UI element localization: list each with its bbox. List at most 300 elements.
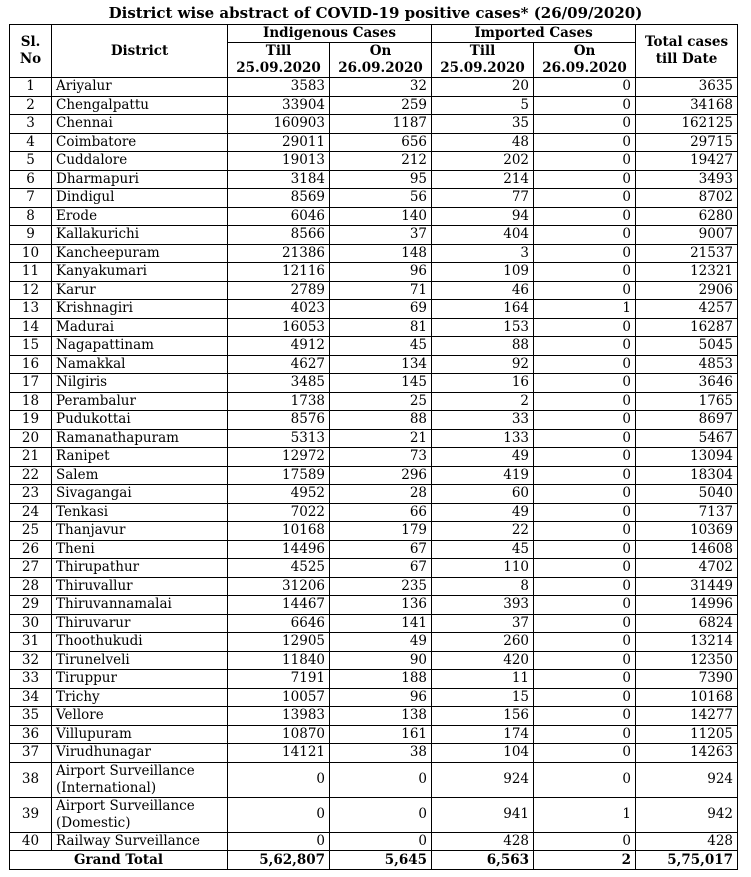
cell-imported-till: 202 bbox=[432, 152, 534, 171]
cell-imported-till: 33 bbox=[432, 411, 534, 430]
cell-indigenous-on: 67 bbox=[330, 540, 432, 559]
cell-imported-till: 16 bbox=[432, 374, 534, 393]
table-row bbox=[10, 392, 738, 411]
cell-indigenous-on: 96 bbox=[330, 263, 432, 282]
header-ind-till: Till 25.09.2020 bbox=[228, 43, 330, 78]
cell-district: Tiruppur bbox=[52, 670, 228, 689]
cell-imported-till: 8 bbox=[432, 577, 534, 596]
cell-indigenous-till: 4023 bbox=[228, 300, 330, 319]
cell-district: Ranipet bbox=[52, 448, 228, 467]
cell-district: Thiruvannamalai bbox=[52, 596, 228, 615]
cell-total: 4853 bbox=[636, 355, 738, 374]
header-district: District bbox=[52, 25, 228, 78]
cell-district: Nagapattinam bbox=[52, 337, 228, 356]
cell-imported-till: 404 bbox=[432, 226, 534, 245]
table-row bbox=[10, 670, 738, 689]
table-row bbox=[10, 318, 738, 337]
table-row bbox=[10, 633, 738, 652]
table-row bbox=[10, 337, 738, 356]
cell-total: 3493 bbox=[636, 170, 738, 189]
cell-indigenous-till: 21386 bbox=[228, 244, 330, 263]
cell-imported-on: 0 bbox=[534, 540, 636, 559]
table-row bbox=[10, 207, 738, 226]
cell-indigenous-on: 73 bbox=[330, 448, 432, 467]
cell-sl-no: 36 bbox=[10, 725, 52, 744]
cell-imported-till: 214 bbox=[432, 170, 534, 189]
header-ind-on: On 26.09.2020 bbox=[330, 43, 432, 78]
cell-imported-till: 22 bbox=[432, 522, 534, 541]
cell-imported-on: 1 bbox=[534, 797, 636, 832]
table-row bbox=[10, 96, 738, 115]
grand-total-ind-till: 5,62,807 bbox=[228, 851, 330, 870]
header-imp-till: Till 25.09.2020 bbox=[432, 43, 534, 78]
cell-imported-on: 0 bbox=[534, 633, 636, 652]
table-row bbox=[10, 485, 738, 504]
cell-sl-no: 8 bbox=[10, 207, 52, 226]
cell-indigenous-till: 3184 bbox=[228, 170, 330, 189]
cell-district: Coimbatore bbox=[52, 133, 228, 152]
table-row bbox=[10, 797, 738, 832]
cell-total: 16287 bbox=[636, 318, 738, 337]
cell-indigenous-on: 96 bbox=[330, 688, 432, 707]
cell-indigenous-till: 14496 bbox=[228, 540, 330, 559]
table-row bbox=[10, 540, 738, 559]
cell-indigenous-till: 4627 bbox=[228, 355, 330, 374]
cell-indigenous-till: 11840 bbox=[228, 651, 330, 670]
cell-indigenous-on: 138 bbox=[330, 707, 432, 726]
cell-indigenous-on: 32 bbox=[330, 78, 432, 97]
cell-sl-no: 30 bbox=[10, 614, 52, 633]
cell-total: 6280 bbox=[636, 207, 738, 226]
cell-indigenous-on: 69 bbox=[330, 300, 432, 319]
cell-total: 5467 bbox=[636, 429, 738, 448]
cell-total: 5045 bbox=[636, 337, 738, 356]
cell-imported-on: 0 bbox=[534, 244, 636, 263]
cell-district: Krishnagiri bbox=[52, 300, 228, 319]
cell-indigenous-on: 21 bbox=[330, 429, 432, 448]
cell-district: Thanjavur bbox=[52, 522, 228, 541]
cell-imported-on: 0 bbox=[534, 707, 636, 726]
cell-district: Airport Surveillance (Domestic) bbox=[52, 797, 228, 832]
cell-total: 21537 bbox=[636, 244, 738, 263]
cell-indigenous-on: 134 bbox=[330, 355, 432, 374]
cell-total: 924 bbox=[636, 762, 738, 797]
cell-imported-till: 60 bbox=[432, 485, 534, 504]
cell-indigenous-till: 8576 bbox=[228, 411, 330, 430]
table-header bbox=[10, 25, 738, 78]
cell-indigenous-on: 141 bbox=[330, 614, 432, 633]
cell-indigenous-till: 29011 bbox=[228, 133, 330, 152]
cell-indigenous-till: 3583 bbox=[228, 78, 330, 97]
covid-cases-table bbox=[9, 24, 738, 870]
cell-indigenous-on: 38 bbox=[330, 744, 432, 763]
cell-district: Vellore bbox=[52, 707, 228, 726]
table-row bbox=[10, 559, 738, 578]
cell-district: Villupuram bbox=[52, 725, 228, 744]
cell-indigenous-on: 148 bbox=[330, 244, 432, 263]
cell-sl-no: 4 bbox=[10, 133, 52, 152]
table-row bbox=[10, 522, 738, 541]
cell-imported-till: 35 bbox=[432, 115, 534, 134]
cell-imported-on: 0 bbox=[534, 559, 636, 578]
table-row bbox=[10, 614, 738, 633]
grand-total-total: 5,75,017 bbox=[636, 851, 738, 870]
cell-district: Trichy bbox=[52, 688, 228, 707]
cell-total: 10168 bbox=[636, 688, 738, 707]
cell-sl-no: 1 bbox=[10, 78, 52, 97]
cell-sl-no: 17 bbox=[10, 374, 52, 393]
cell-indigenous-on: 1187 bbox=[330, 115, 432, 134]
cell-district: Perambalur bbox=[52, 392, 228, 411]
cell-sl-no: 29 bbox=[10, 596, 52, 615]
cell-total: 29715 bbox=[636, 133, 738, 152]
cell-indigenous-on: 56 bbox=[330, 189, 432, 208]
table-row bbox=[10, 577, 738, 596]
cell-imported-till: 133 bbox=[432, 429, 534, 448]
cell-total: 19427 bbox=[636, 152, 738, 171]
cell-total: 1765 bbox=[636, 392, 738, 411]
cell-total: 2906 bbox=[636, 281, 738, 300]
cell-imported-till: 428 bbox=[432, 832, 534, 851]
cell-indigenous-till: 4525 bbox=[228, 559, 330, 578]
table-row bbox=[10, 707, 738, 726]
cell-sl-no: 5 bbox=[10, 152, 52, 171]
cell-imported-till: 11 bbox=[432, 670, 534, 689]
cell-imported-on: 0 bbox=[534, 651, 636, 670]
cell-total: 162125 bbox=[636, 115, 738, 134]
cell-imported-on: 0 bbox=[534, 189, 636, 208]
cell-total: 6824 bbox=[636, 614, 738, 633]
cell-sl-no: 37 bbox=[10, 744, 52, 763]
cell-imported-on: 0 bbox=[534, 152, 636, 171]
cell-indigenous-on: 0 bbox=[330, 832, 432, 851]
cell-total: 3646 bbox=[636, 374, 738, 393]
cell-indigenous-till: 160903 bbox=[228, 115, 330, 134]
cell-indigenous-on: 212 bbox=[330, 152, 432, 171]
cell-sl-no: 28 bbox=[10, 577, 52, 596]
table-row bbox=[10, 355, 738, 374]
cell-imported-till: 109 bbox=[432, 263, 534, 282]
cell-district: Thiruvallur bbox=[52, 577, 228, 596]
cell-imported-till: 20 bbox=[432, 78, 534, 97]
table-row bbox=[10, 725, 738, 744]
cell-indigenous-till: 3485 bbox=[228, 374, 330, 393]
table-row bbox=[10, 503, 738, 522]
cell-indigenous-till: 1738 bbox=[228, 392, 330, 411]
cell-imported-on: 0 bbox=[534, 522, 636, 541]
cell-district: Madurai bbox=[52, 318, 228, 337]
cell-indigenous-till: 4912 bbox=[228, 337, 330, 356]
cell-imported-on: 0 bbox=[534, 226, 636, 245]
cell-total: 4257 bbox=[636, 300, 738, 319]
cell-imported-till: 92 bbox=[432, 355, 534, 374]
cell-imported-on: 0 bbox=[534, 614, 636, 633]
cell-indigenous-on: 0 bbox=[330, 762, 432, 797]
cell-indigenous-till: 7022 bbox=[228, 503, 330, 522]
cell-imported-till: 5 bbox=[432, 96, 534, 115]
cell-district: Kallakurichi bbox=[52, 226, 228, 245]
cell-indigenous-till: 2789 bbox=[228, 281, 330, 300]
cell-indigenous-on: 45 bbox=[330, 337, 432, 356]
cell-indigenous-till: 10057 bbox=[228, 688, 330, 707]
cell-total: 14996 bbox=[636, 596, 738, 615]
cell-sl-no: 7 bbox=[10, 189, 52, 208]
cell-imported-on: 0 bbox=[534, 429, 636, 448]
cell-indigenous-till: 14121 bbox=[228, 744, 330, 763]
cell-imported-on: 0 bbox=[534, 263, 636, 282]
table-row bbox=[10, 263, 738, 282]
cell-indigenous-on: 179 bbox=[330, 522, 432, 541]
table-row bbox=[10, 244, 738, 263]
cell-sl-no: 22 bbox=[10, 466, 52, 485]
cell-indigenous-on: 28 bbox=[330, 485, 432, 504]
cell-total: 14277 bbox=[636, 707, 738, 726]
cell-district: Dharmapuri bbox=[52, 170, 228, 189]
cell-imported-till: 164 bbox=[432, 300, 534, 319]
cell-total: 8697 bbox=[636, 411, 738, 430]
cell-indigenous-on: 188 bbox=[330, 670, 432, 689]
cell-imported-till: 45 bbox=[432, 540, 534, 559]
cell-sl-no: 9 bbox=[10, 226, 52, 245]
cell-imported-on: 0 bbox=[534, 448, 636, 467]
cell-imported-on: 0 bbox=[534, 78, 636, 97]
cell-district: Karur bbox=[52, 281, 228, 300]
cell-district: Erode bbox=[52, 207, 228, 226]
grand-total-row bbox=[10, 851, 738, 870]
cell-sl-no: 18 bbox=[10, 392, 52, 411]
cell-sl-no: 40 bbox=[10, 832, 52, 851]
cell-indigenous-on: 49 bbox=[330, 633, 432, 652]
cell-imported-till: 153 bbox=[432, 318, 534, 337]
cell-imported-till: 49 bbox=[432, 503, 534, 522]
cell-imported-on: 0 bbox=[534, 318, 636, 337]
cell-district: Chennai bbox=[52, 115, 228, 134]
cell-indigenous-till: 0 bbox=[228, 832, 330, 851]
table-row bbox=[10, 189, 738, 208]
cell-imported-on: 0 bbox=[534, 466, 636, 485]
cell-imported-on: 0 bbox=[534, 355, 636, 374]
cell-imported-till: 49 bbox=[432, 448, 534, 467]
table-row bbox=[10, 429, 738, 448]
cell-indigenous-till: 4952 bbox=[228, 485, 330, 504]
cell-district: Dindigul bbox=[52, 189, 228, 208]
cell-indigenous-on: 140 bbox=[330, 207, 432, 226]
cell-imported-on: 0 bbox=[534, 688, 636, 707]
cell-district: Theni bbox=[52, 540, 228, 559]
cell-imported-on: 0 bbox=[534, 832, 636, 851]
cell-sl-no: 20 bbox=[10, 429, 52, 448]
cell-sl-no: 2 bbox=[10, 96, 52, 115]
cell-total: 13094 bbox=[636, 448, 738, 467]
cell-indigenous-till: 8569 bbox=[228, 189, 330, 208]
cell-imported-on: 0 bbox=[534, 725, 636, 744]
cell-district: Kanyakumari bbox=[52, 263, 228, 282]
cell-indigenous-till: 0 bbox=[228, 797, 330, 832]
cell-district: Thiruvarur bbox=[52, 614, 228, 633]
cell-indigenous-on: 66 bbox=[330, 503, 432, 522]
cell-total: 14608 bbox=[636, 540, 738, 559]
cell-imported-till: 94 bbox=[432, 207, 534, 226]
cell-total: 12350 bbox=[636, 651, 738, 670]
cell-imported-till: 260 bbox=[432, 633, 534, 652]
cell-total: 31449 bbox=[636, 577, 738, 596]
cell-sl-no: 12 bbox=[10, 281, 52, 300]
cell-district: Kancheepuram bbox=[52, 244, 228, 263]
cell-indigenous-till: 12116 bbox=[228, 263, 330, 282]
cell-indigenous-till: 8566 bbox=[228, 226, 330, 245]
header-imported: Imported Cases bbox=[432, 25, 636, 43]
grand-total-imp-till: 6,563 bbox=[432, 851, 534, 870]
cell-indigenous-on: 136 bbox=[330, 596, 432, 615]
header-imp-on: On 26.09.2020 bbox=[534, 43, 636, 78]
cell-imported-till: 15 bbox=[432, 688, 534, 707]
table-row bbox=[10, 651, 738, 670]
table-row bbox=[10, 762, 738, 797]
document-title: District wise abstract of COVID-19 positive cases* (26/09/2020) bbox=[108, 4, 643, 22]
cell-imported-till: 104 bbox=[432, 744, 534, 763]
cell-total: 7137 bbox=[636, 503, 738, 522]
cell-imported-till: 393 bbox=[432, 596, 534, 615]
cell-imported-till: 174 bbox=[432, 725, 534, 744]
table-row bbox=[10, 688, 738, 707]
cell-sl-no: 26 bbox=[10, 540, 52, 559]
cell-sl-no: 27 bbox=[10, 559, 52, 578]
cell-sl-no: 39 bbox=[10, 797, 52, 832]
cell-indigenous-on: 25 bbox=[330, 392, 432, 411]
cell-imported-on: 0 bbox=[534, 115, 636, 134]
cell-district: Pudukottai bbox=[52, 411, 228, 430]
cell-district: Airport Surveillance (International) bbox=[52, 762, 228, 797]
cell-district: Tirunelveli bbox=[52, 651, 228, 670]
header-sl-no: Sl. No bbox=[10, 25, 52, 78]
cell-indigenous-on: 71 bbox=[330, 281, 432, 300]
cell-imported-on: 0 bbox=[534, 96, 636, 115]
cell-imported-on: 0 bbox=[534, 133, 636, 152]
cell-indigenous-on: 95 bbox=[330, 170, 432, 189]
cell-imported-on: 1 bbox=[534, 300, 636, 319]
cell-sl-no: 31 bbox=[10, 633, 52, 652]
cell-sl-no: 34 bbox=[10, 688, 52, 707]
cell-indigenous-till: 6046 bbox=[228, 207, 330, 226]
cell-indigenous-on: 81 bbox=[330, 318, 432, 337]
table-row bbox=[10, 300, 738, 319]
cell-total: 4702 bbox=[636, 559, 738, 578]
table-row bbox=[10, 744, 738, 763]
cell-total: 10369 bbox=[636, 522, 738, 541]
cell-indigenous-on: 296 bbox=[330, 466, 432, 485]
table-row bbox=[10, 133, 738, 152]
cell-total: 14263 bbox=[636, 744, 738, 763]
cell-imported-till: 3 bbox=[432, 244, 534, 263]
cell-imported-till: 37 bbox=[432, 614, 534, 633]
cell-indigenous-till: 6646 bbox=[228, 614, 330, 633]
cell-indigenous-till: 19013 bbox=[228, 152, 330, 171]
cell-sl-no: 15 bbox=[10, 337, 52, 356]
cell-sl-no: 19 bbox=[10, 411, 52, 430]
cell-indigenous-till: 31206 bbox=[228, 577, 330, 596]
table-row bbox=[10, 226, 738, 245]
cell-imported-on: 0 bbox=[534, 670, 636, 689]
table-row bbox=[10, 78, 738, 97]
table-row bbox=[10, 281, 738, 300]
cell-total: 8702 bbox=[636, 189, 738, 208]
cell-imported-till: 2 bbox=[432, 392, 534, 411]
cell-indigenous-till: 7191 bbox=[228, 670, 330, 689]
cell-imported-on: 0 bbox=[534, 374, 636, 393]
cell-total: 18304 bbox=[636, 466, 738, 485]
cell-indigenous-on: 161 bbox=[330, 725, 432, 744]
cell-imported-till: 48 bbox=[432, 133, 534, 152]
cell-indigenous-till: 10870 bbox=[228, 725, 330, 744]
cell-imported-on: 0 bbox=[534, 207, 636, 226]
cell-imported-till: 420 bbox=[432, 651, 534, 670]
cell-imported-till: 941 bbox=[432, 797, 534, 832]
grand-total-ind-on: 5,645 bbox=[330, 851, 432, 870]
cell-indigenous-on: 90 bbox=[330, 651, 432, 670]
cell-district: Ariyalur bbox=[52, 78, 228, 97]
cell-sl-no: 32 bbox=[10, 651, 52, 670]
cell-total: 9007 bbox=[636, 226, 738, 245]
header-total: Total cases till Date bbox=[636, 25, 738, 78]
cell-district: Chengalpattu bbox=[52, 96, 228, 115]
cell-district: Ramanathapuram bbox=[52, 429, 228, 448]
cell-indigenous-on: 88 bbox=[330, 411, 432, 430]
header-indigenous: Indigenous Cases bbox=[228, 25, 432, 43]
cell-indigenous-till: 17589 bbox=[228, 466, 330, 485]
cell-total: 5040 bbox=[636, 485, 738, 504]
cell-imported-on: 0 bbox=[534, 281, 636, 300]
cell-imported-on: 0 bbox=[534, 503, 636, 522]
cell-sl-no: 38 bbox=[10, 762, 52, 797]
cell-imported-till: 110 bbox=[432, 559, 534, 578]
cell-total: 942 bbox=[636, 797, 738, 832]
cell-imported-till: 77 bbox=[432, 189, 534, 208]
cell-imported-till: 156 bbox=[432, 707, 534, 726]
table-body bbox=[10, 78, 738, 851]
cell-sl-no: 25 bbox=[10, 522, 52, 541]
cell-indigenous-on: 145 bbox=[330, 374, 432, 393]
table-row bbox=[10, 411, 738, 430]
cell-district: Railway Surveillance bbox=[52, 832, 228, 851]
cell-indigenous-on: 235 bbox=[330, 577, 432, 596]
table-row bbox=[10, 170, 738, 189]
cell-total: 11205 bbox=[636, 725, 738, 744]
cell-district: Nilgiris bbox=[52, 374, 228, 393]
table-footer bbox=[10, 851, 738, 870]
cell-district: Sivagangai bbox=[52, 485, 228, 504]
cell-indigenous-till: 10168 bbox=[228, 522, 330, 541]
cell-imported-till: 88 bbox=[432, 337, 534, 356]
cell-imported-on: 0 bbox=[534, 577, 636, 596]
cell-imported-on: 0 bbox=[534, 485, 636, 504]
cell-indigenous-on: 259 bbox=[330, 96, 432, 115]
cell-imported-on: 0 bbox=[534, 337, 636, 356]
cell-indigenous-till: 12972 bbox=[228, 448, 330, 467]
cell-indigenous-till: 5313 bbox=[228, 429, 330, 448]
table-row bbox=[10, 115, 738, 134]
cell-indigenous-on: 0 bbox=[330, 797, 432, 832]
cell-imported-on: 0 bbox=[534, 392, 636, 411]
cell-imported-on: 0 bbox=[534, 411, 636, 430]
cell-total: 428 bbox=[636, 832, 738, 851]
cell-sl-no: 33 bbox=[10, 670, 52, 689]
cell-imported-on: 0 bbox=[534, 170, 636, 189]
cell-indigenous-till: 0 bbox=[228, 762, 330, 797]
cell-sl-no: 16 bbox=[10, 355, 52, 374]
cell-total: 13214 bbox=[636, 633, 738, 652]
cell-indigenous-till: 16053 bbox=[228, 318, 330, 337]
grand-total-imp-on: 2 bbox=[534, 851, 636, 870]
